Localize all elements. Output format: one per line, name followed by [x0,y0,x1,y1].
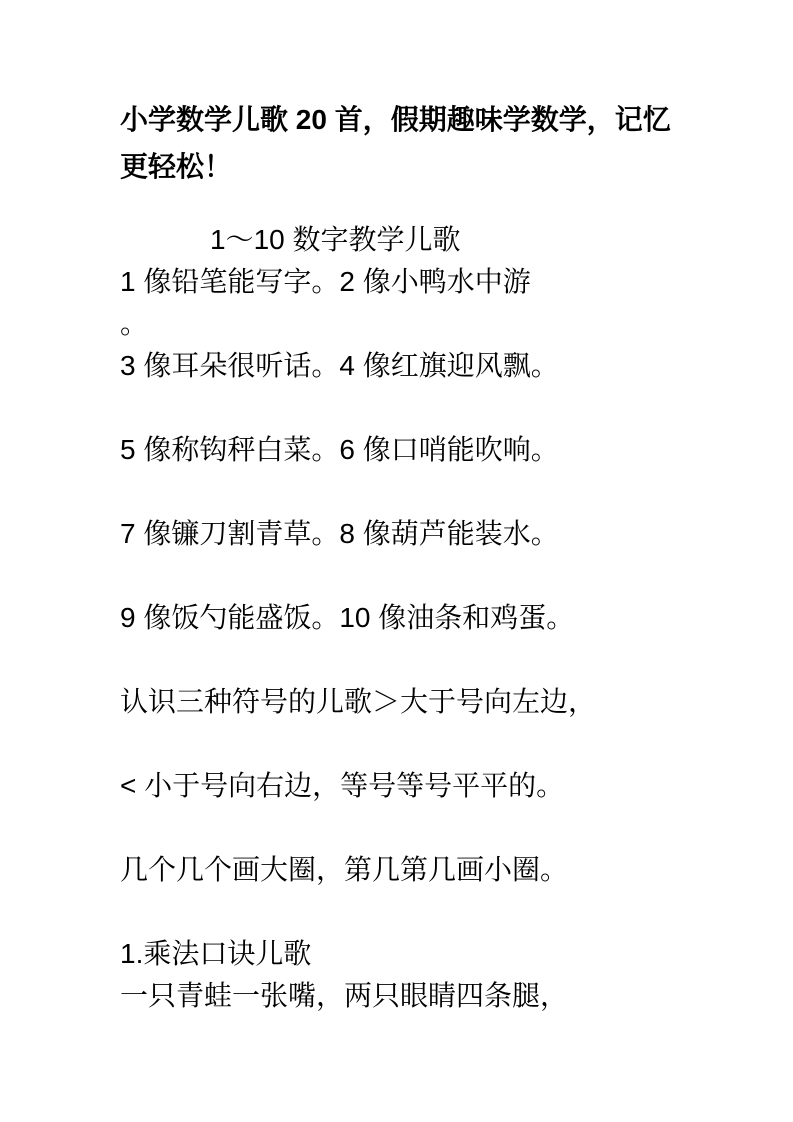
symbols-song-line-3: 几个几个画大圈，第几第几画小圈。 [120,854,569,885]
number-song-heading: 1～10 数字教学儿歌 [210,224,461,255]
title-line-2: 更轻松！ [120,151,233,182]
symbols-song-line-2: < 小于号向右边，等号等号平平的。 [120,770,565,801]
multiplication-song-heading: 1.乘法口诀儿歌 [120,938,312,969]
multiplication-song-line-1: 一只青蛙一张嘴，两只眼睛四条腿， [120,980,569,1011]
number-song-line-5-6: 5 像称钩秤白菜。6 像口哨能吹响。 [120,434,559,465]
title-line-1: 小学数学儿歌 20 首，假期趣味学数学，记忆 [120,104,671,135]
number-song-line-1-2: 1 像铅笔能写字。2 像小鸭水中游 [120,266,531,297]
document-title [120,96,683,190]
symbols-song-line-1: 认识三种符号的儿歌＞大于号向左边， [120,686,597,717]
number-song-line-3-4: 3 像耳朵很听话。4 像红旗迎风飘。 [120,350,559,381]
number-song-wrapped-period: 。 [120,308,149,339]
number-song-line-9-10: 9 像饭勺能盛饭。10 像油条和鸡蛋。 [120,602,575,633]
number-song-line-7-8: 7 像镰刀割青草。8 像葫芦能装水。 [120,518,559,549]
